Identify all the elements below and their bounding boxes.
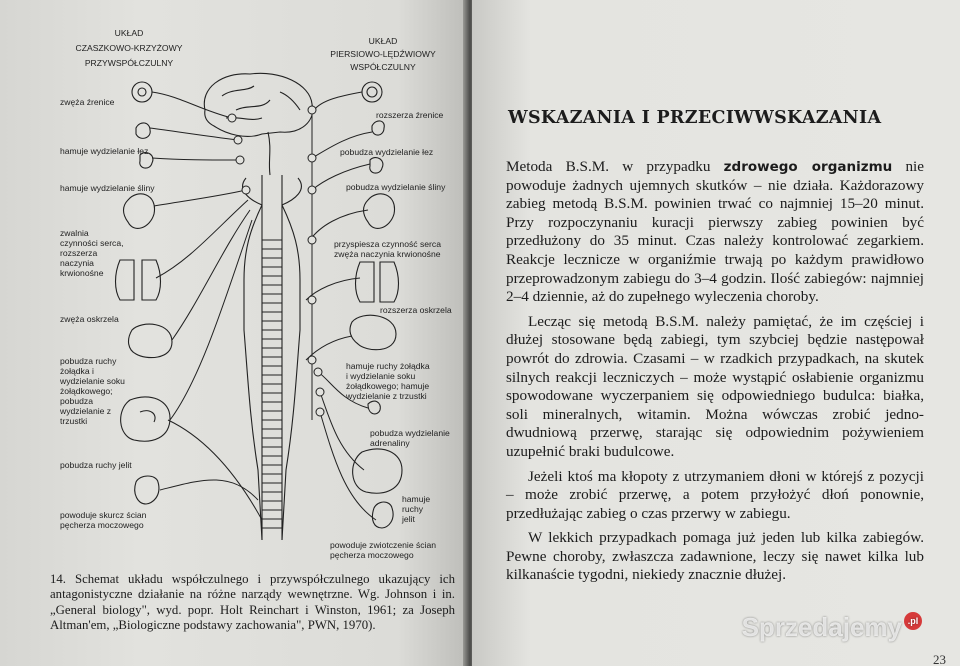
ganglion-node — [236, 156, 244, 164]
label-inhibits-saliva: hamuje wydzielanie śliny — [60, 183, 155, 193]
stomach-left-drawing — [129, 324, 172, 357]
paragraph-2: Lecząc się metodą B.S.M. należy pamiętać, że im częściej i dłużej stosowane będą zabiegi, tym szybciej będzie następował powrót do zdrowia. Czasami – w rzadkich przypadkach, na skutek silnych reakcji leczniczych – może wystąpić osłabienie organizmu spowodowane wyczerpaniem się odpowiedniego budulca: białka, soli mineralnych, witamin. Można wówczas zrobić jedno-dwudniową przerwę, starając się odpowiednim pożywieniem uzupełnić braki budulcowe. — [506, 312, 924, 460]
ganglion-node — [316, 388, 324, 396]
label-inhibits-tears: hamuje wydzielanie łez — [60, 146, 149, 156]
paragraph-4: W lekkich przypadkach pomaga już jeden lub kilka zabiegów. Pewne choroby, zwłaszcza zadawnione, leczy się nawet kilka lub kilkanaście tygodni, niekiedy znacznie dłużej. — [506, 529, 924, 584]
ganglion-node — [308, 356, 316, 364]
nervous-system-diagram — [0, 0, 468, 570]
bladder-right-drawing — [372, 502, 393, 528]
label-constricts-bronchi: zwęża oskrzela — [60, 314, 119, 324]
salivary-right-drawing — [370, 158, 383, 174]
diagram-title-parasympathetic: UKŁAD CZASZKOWO-KRZYŻOWY PRZYWSPÓŁCZULNY — [75, 28, 183, 68]
bladder-left-drawing — [135, 476, 159, 504]
figure-caption: 14. Schemat układu współczulnego i przywspółczulnego ukazujący ich antagonistyczne działanie na różne narządy wewnętrzne. Wg. Johnson i in. „General biology", wyd. popr. Holt Reinchart i Winston, 1961; za Joseph Altman'em, „Biologiczne podstawy zachowania", PWN, 1970). — [50, 572, 455, 633]
label-inhibits-stomach: hamuje ruchy żołądka i wydzielanie soku żołądkowego; hamuje wydzielanie z trzustki — [346, 361, 430, 401]
label-bladder-relaxation: powoduje zwiotczenie ścian pęcherza moczowego — [330, 540, 437, 560]
ganglion-node — [308, 296, 316, 304]
ganglion-node — [308, 106, 316, 114]
intestine-left-drawing — [121, 397, 170, 441]
left-page — [0, 0, 468, 666]
ganglion-node — [228, 114, 236, 122]
label-slows-heart: zwalnia czynności serca, rozszerza naczynia krwionośne — [60, 228, 124, 278]
page-number: 23 — [933, 652, 946, 666]
ganglion-node — [308, 236, 316, 244]
watermark-logo: Sprzedajemy .pl — [742, 612, 922, 643]
eye-left-drawing — [132, 82, 152, 102]
lacrimal-left-drawing — [136, 123, 150, 138]
lacrimal-right-drawing — [372, 121, 384, 135]
label-bladder-contraction: powoduje skurcz ścian pęcherza moczowego — [60, 510, 147, 530]
eye-right-drawing — [362, 82, 382, 102]
label-stimulates-stomach: pobudza ruchy żołądka i wydzielanie soku żołądkowego; pobudza wydzielanie z trzustki — [60, 356, 125, 426]
spinal-column — [262, 175, 282, 540]
ganglion-node — [314, 368, 322, 376]
stomach-right-drawing — [350, 315, 396, 349]
label-stimulates-tears: pobudza wydzielanie łez — [340, 147, 434, 157]
label-dilates-pupil: rozszerza źrenice — [376, 110, 444, 120]
label-inhibits-intestine: hamuje ruchy jelit — [402, 494, 431, 524]
label-adrenaline: pobudza wydzielanie adrenaliny — [370, 428, 450, 448]
paragraph-1: Metoda B.S.M. w przypadku zdrowego organizmu nie powoduje żadnych ujemnych skutków – nie działa. Każdorazowy zabieg metodą B.S.M. powinien trwać co najmniej 15–20 minut. Przy rozpoczynaniu kuracji pierwszy zabieg powinien być przedłużony do 35 minut. Czas należy kontrolować zegarkiem. Reakcje lecznicze w organiźmie trwają po każdym prawidłowo przeprowadzonym zabiegu do 3–4 godzin. Ilość zabiegów: najmniej 2–4 dziennie, aż do zupełnego wyleczenia choroby. — [506, 158, 925, 306]
ganglion-node — [242, 186, 250, 194]
ganglion-node — [316, 408, 324, 416]
heart-right-drawing — [364, 194, 395, 229]
heart-left-drawing — [124, 194, 155, 229]
ganglion-node — [308, 154, 316, 162]
adrenal-right-drawing — [368, 401, 380, 414]
section-heading: WSKAZANIA I PRZECIWWSKAZANIA — [508, 108, 882, 128]
right-page — [472, 0, 960, 666]
label-accelerates-heart: przyspiesza czynność serca zwęża naczynia krwionośne — [334, 239, 441, 259]
ganglion-node — [308, 186, 316, 194]
label-stimulates-saliva: pobudza wydzielanie śliny — [346, 182, 446, 192]
label-stimulates-intestine: pobudza ruchy jelit — [60, 460, 132, 470]
paragraph-3: Jeżeli ktoś ma kłopoty z utrzymaniem dłoni w którejś z pozycji – może zrobić przerwę, a potem przyłożyć dłoń ponownie, przedłużając zabieg o czas przerwy w zabiegu. — [506, 467, 924, 522]
lungs-right-drawing — [356, 262, 399, 302]
label-dilates-bronchi: rozszerza oskrzela — [380, 305, 452, 315]
diagram-title-sympathetic: UKŁAD PIERSIOWO-LĘDŹWIOWY WSPÓŁCZULNY — [330, 36, 436, 72]
intestine-right-drawing — [353, 449, 402, 493]
ganglion-node — [234, 136, 242, 144]
body-text — [506, 158, 924, 591]
label-constricts-pupil: zwęża źrenice — [60, 97, 115, 107]
